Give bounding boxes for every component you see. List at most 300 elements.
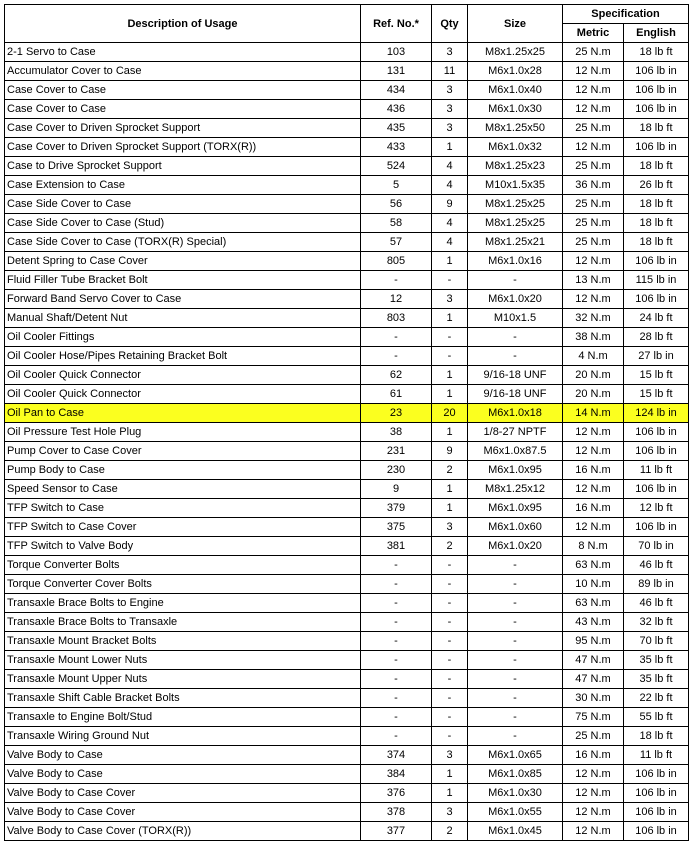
cell-description: Case Cover to Driven Sprocket Support (TORX(R)) [5, 138, 361, 157]
cell-qty: 1 [432, 385, 468, 404]
cell-metric: 12 N.m [563, 252, 624, 271]
cell-ref-no: - [361, 271, 432, 290]
cell-size: M6x1.0x20 [468, 537, 563, 556]
cell-description: 2-1 Servo to Case [5, 43, 361, 62]
cell-qty: 3 [432, 119, 468, 138]
cell-size: - [468, 727, 563, 746]
cell-metric: 12 N.m [563, 290, 624, 309]
cell-qty: 1 [432, 480, 468, 499]
cell-english: 89 lb in [624, 575, 689, 594]
table-row [5, 233, 689, 252]
cell-english: 115 lb in [624, 271, 689, 290]
table-row [5, 499, 689, 518]
cell-ref-no: 436 [361, 100, 432, 119]
cell-description: Fluid Filler Tube Bracket Bolt [5, 271, 361, 290]
cell-english: 18 lb ft [624, 119, 689, 138]
cell-qty: 3 [432, 43, 468, 62]
cell-english: 18 lb ft [624, 214, 689, 233]
cell-description: Valve Body to Case Cover (TORX(R)) [5, 822, 361, 841]
table-row [5, 746, 689, 765]
cell-qty: 4 [432, 157, 468, 176]
cell-qty: 3 [432, 518, 468, 537]
cell-size: 9/16-18 UNF [468, 385, 563, 404]
cell-qty: - [432, 670, 468, 689]
cell-english: 28 lb ft [624, 328, 689, 347]
cell-qty: 4 [432, 233, 468, 252]
cell-qty: 4 [432, 214, 468, 233]
cell-ref-no: 231 [361, 442, 432, 461]
table-row [5, 727, 689, 746]
cell-description: Pump Cover to Case Cover [5, 442, 361, 461]
cell-metric: 36 N.m [563, 176, 624, 195]
cell-ref-no: 12 [361, 290, 432, 309]
cell-english: 46 lb ft [624, 556, 689, 575]
cell-description: Oil Pan to Case [5, 404, 361, 423]
cell-english: 18 lb ft [624, 157, 689, 176]
cell-size: M8x1.25x21 [468, 233, 563, 252]
cell-description: Transaxle Shift Cable Bracket Bolts [5, 689, 361, 708]
cell-metric: 12 N.m [563, 100, 624, 119]
table-row [5, 214, 689, 233]
table-row [5, 81, 689, 100]
cell-ref-no: 524 [361, 157, 432, 176]
cell-qty: - [432, 708, 468, 727]
cell-size: M10x1.5 [468, 309, 563, 328]
cell-description: Valve Body to Case [5, 746, 361, 765]
cell-size: M6x1.0x65 [468, 746, 563, 765]
cell-qty: 1 [432, 138, 468, 157]
cell-size: - [468, 347, 563, 366]
table-row [5, 689, 689, 708]
cell-qty: 3 [432, 746, 468, 765]
cell-description: Accumulator Cover to Case [5, 62, 361, 81]
fastener-spec-table [4, 4, 689, 841]
cell-metric: 12 N.m [563, 138, 624, 157]
cell-size: - [468, 556, 563, 575]
table-row [5, 651, 689, 670]
cell-description: Case Side Cover to Case (TORX(R) Special) [5, 233, 361, 252]
cell-english: 12 lb ft [624, 499, 689, 518]
cell-size: - [468, 670, 563, 689]
cell-english: 18 lb ft [624, 233, 689, 252]
table-row [5, 442, 689, 461]
cell-ref-no: 58 [361, 214, 432, 233]
cell-metric: 25 N.m [563, 119, 624, 138]
cell-metric: 12 N.m [563, 442, 624, 461]
cell-description: Transaxle Mount Lower Nuts [5, 651, 361, 670]
cell-description: Torque Converter Cover Bolts [5, 575, 361, 594]
cell-metric: 10 N.m [563, 575, 624, 594]
cell-ref-no: 56 [361, 195, 432, 214]
cell-size: - [468, 613, 563, 632]
cell-english: 106 lb in [624, 480, 689, 499]
cell-ref-no: 9 [361, 480, 432, 499]
table-row [5, 461, 689, 480]
cell-ref-no: 376 [361, 784, 432, 803]
cell-qty: 1 [432, 252, 468, 271]
cell-ref-no: 384 [361, 765, 432, 784]
cell-ref-no: - [361, 613, 432, 632]
cell-ref-no: 103 [361, 43, 432, 62]
cell-description: TFP Switch to Case [5, 499, 361, 518]
cell-size: - [468, 708, 563, 727]
cell-english: 11 lb ft [624, 746, 689, 765]
cell-metric: 25 N.m [563, 157, 624, 176]
cell-description: Speed Sensor to Case [5, 480, 361, 499]
cell-metric: 8 N.m [563, 537, 624, 556]
cell-description: TFP Switch to Valve Body [5, 537, 361, 556]
cell-ref-no: - [361, 689, 432, 708]
cell-english: 70 lb in [624, 537, 689, 556]
cell-metric: 75 N.m [563, 708, 624, 727]
cell-ref-no: 131 [361, 62, 432, 81]
cell-description: Case Side Cover to Case [5, 195, 361, 214]
cell-metric: 4 N.m [563, 347, 624, 366]
table-row [5, 765, 689, 784]
cell-metric: 63 N.m [563, 556, 624, 575]
cell-size: M6x1.0x18 [468, 404, 563, 423]
cell-size: M6x1.0x30 [468, 100, 563, 119]
cell-description: Transaxle Mount Upper Nuts [5, 670, 361, 689]
cell-english: 106 lb in [624, 100, 689, 119]
cell-ref-no: - [361, 556, 432, 575]
cell-description: Valve Body to Case [5, 765, 361, 784]
cell-english: 15 lb ft [624, 385, 689, 404]
cell-metric: 25 N.m [563, 214, 624, 233]
cell-metric: 12 N.m [563, 423, 624, 442]
fastener-spec-document [4, 4, 689, 841]
cell-size: M8x1.25x12 [468, 480, 563, 499]
cell-english: 35 lb ft [624, 670, 689, 689]
cell-metric: 20 N.m [563, 366, 624, 385]
cell-ref-no: - [361, 670, 432, 689]
cell-qty: - [432, 727, 468, 746]
cell-ref-no: - [361, 575, 432, 594]
cell-english: 15 lb ft [624, 366, 689, 385]
cell-english: 106 lb in [624, 822, 689, 841]
cell-metric: 12 N.m [563, 784, 624, 803]
cell-english: 55 lb ft [624, 708, 689, 727]
cell-size: M6x1.0x95 [468, 499, 563, 518]
cell-metric: 20 N.m [563, 385, 624, 404]
table-row [5, 328, 689, 347]
table-row [5, 43, 689, 62]
cell-metric: 16 N.m [563, 746, 624, 765]
cell-english: 18 lb ft [624, 43, 689, 62]
cell-description: Oil Cooler Quick Connector [5, 385, 361, 404]
cell-metric: 16 N.m [563, 499, 624, 518]
cell-size: 1/8-27 NPTF [468, 423, 563, 442]
cell-size: M8x1.25x25 [468, 43, 563, 62]
table-row [5, 784, 689, 803]
cell-qty: 1 [432, 309, 468, 328]
cell-description: Case Cover to Case [5, 81, 361, 100]
cell-metric: 12 N.m [563, 81, 624, 100]
cell-qty: - [432, 651, 468, 670]
cell-description: Torque Converter Bolts [5, 556, 361, 575]
cell-size: - [468, 271, 563, 290]
cell-ref-no: 433 [361, 138, 432, 157]
column-header-ref-no: Ref. No.* [361, 5, 432, 43]
cell-qty: 1 [432, 366, 468, 385]
cell-description: Oil Pressure Test Hole Plug [5, 423, 361, 442]
cell-english: 106 lb in [624, 423, 689, 442]
cell-qty: 9 [432, 442, 468, 461]
cell-size: - [468, 689, 563, 708]
cell-description: Oil Cooler Quick Connector [5, 366, 361, 385]
cell-size: M6x1.0x45 [468, 822, 563, 841]
cell-size: M6x1.0x28 [468, 62, 563, 81]
cell-description: Oil Cooler Fittings [5, 328, 361, 347]
cell-description: Transaxle Brace Bolts to Engine [5, 594, 361, 613]
table-body [5, 43, 689, 841]
table-row [5, 518, 689, 537]
table-row [5, 556, 689, 575]
cell-ref-no: 381 [361, 537, 432, 556]
column-header-specification: Specification [563, 5, 689, 24]
table-row [5, 309, 689, 328]
cell-ref-no: 379 [361, 499, 432, 518]
cell-size: M6x1.0x60 [468, 518, 563, 537]
cell-english: 11 lb ft [624, 461, 689, 480]
cell-size: - [468, 594, 563, 613]
cell-ref-no: - [361, 727, 432, 746]
cell-english: 22 lb ft [624, 689, 689, 708]
table-row [5, 252, 689, 271]
cell-qty: 1 [432, 423, 468, 442]
cell-size: 9/16-18 UNF [468, 366, 563, 385]
cell-english: 106 lb in [624, 442, 689, 461]
cell-ref-no: 434 [361, 81, 432, 100]
cell-metric: 25 N.m [563, 195, 624, 214]
cell-metric: 12 N.m [563, 518, 624, 537]
cell-description: Valve Body to Case Cover [5, 784, 361, 803]
table-row [5, 62, 689, 81]
table-row [5, 385, 689, 404]
cell-english: 46 lb ft [624, 594, 689, 613]
cell-ref-no: - [361, 708, 432, 727]
cell-qty: - [432, 328, 468, 347]
cell-qty: - [432, 632, 468, 651]
cell-english: 106 lb in [624, 803, 689, 822]
cell-size: M6x1.0x40 [468, 81, 563, 100]
cell-english: 106 lb in [624, 290, 689, 309]
cell-ref-no: 57 [361, 233, 432, 252]
cell-size: M6x1.0x85 [468, 765, 563, 784]
cell-ref-no: - [361, 651, 432, 670]
cell-english: 26 lb ft [624, 176, 689, 195]
table-row [5, 347, 689, 366]
cell-qty: 2 [432, 461, 468, 480]
cell-ref-no: 5 [361, 176, 432, 195]
cell-qty: 1 [432, 499, 468, 518]
cell-description: Transaxle Mount Bracket Bolts [5, 632, 361, 651]
cell-description: Case Cover to Case [5, 100, 361, 119]
column-header-metric: Metric [563, 24, 624, 43]
cell-metric: 12 N.m [563, 480, 624, 499]
cell-english: 32 lb ft [624, 613, 689, 632]
table-row-highlighted [5, 404, 689, 423]
cell-size: - [468, 632, 563, 651]
cell-metric: 32 N.m [563, 309, 624, 328]
cell-size: M8x1.25x50 [468, 119, 563, 138]
cell-english: 27 lb in [624, 347, 689, 366]
cell-ref-no: 375 [361, 518, 432, 537]
cell-qty: 2 [432, 822, 468, 841]
table-row [5, 632, 689, 651]
cell-size: M6x1.0x87.5 [468, 442, 563, 461]
cell-english: 106 lb in [624, 81, 689, 100]
cell-size: M6x1.0x20 [468, 290, 563, 309]
cell-english: 124 lb in [624, 404, 689, 423]
cell-metric: 95 N.m [563, 632, 624, 651]
table-row [5, 708, 689, 727]
cell-ref-no: 62 [361, 366, 432, 385]
cell-metric: 13 N.m [563, 271, 624, 290]
cell-size: - [468, 575, 563, 594]
cell-metric: 12 N.m [563, 803, 624, 822]
cell-metric: 47 N.m [563, 651, 624, 670]
column-header-size: Size [468, 5, 563, 43]
cell-ref-no: 435 [361, 119, 432, 138]
cell-english: 106 lb in [624, 62, 689, 81]
table-row [5, 803, 689, 822]
cell-metric: 43 N.m [563, 613, 624, 632]
cell-qty: 3 [432, 100, 468, 119]
cell-qty: 3 [432, 81, 468, 100]
cell-metric: 16 N.m [563, 461, 624, 480]
cell-size: M8x1.25x25 [468, 214, 563, 233]
cell-english: 18 lb ft [624, 195, 689, 214]
cell-ref-no: 803 [361, 309, 432, 328]
cell-description: Manual Shaft/Detent Nut [5, 309, 361, 328]
cell-description: Oil Cooler Hose/Pipes Retaining Bracket Bolt [5, 347, 361, 366]
cell-description: Transaxle Wiring Ground Nut [5, 727, 361, 746]
cell-qty: - [432, 575, 468, 594]
cell-metric: 12 N.m [563, 765, 624, 784]
cell-english: 106 lb in [624, 518, 689, 537]
table-row [5, 822, 689, 841]
cell-ref-no: 374 [361, 746, 432, 765]
table-row [5, 423, 689, 442]
table-row [5, 100, 689, 119]
cell-metric: 38 N.m [563, 328, 624, 347]
cell-qty: 3 [432, 290, 468, 309]
cell-qty: - [432, 613, 468, 632]
cell-size: M8x1.25x25 [468, 195, 563, 214]
table-row [5, 575, 689, 594]
cell-metric: 25 N.m [563, 727, 624, 746]
cell-qty: 2 [432, 537, 468, 556]
cell-english: 106 lb in [624, 138, 689, 157]
cell-size: M8x1.25x23 [468, 157, 563, 176]
cell-ref-no: 377 [361, 822, 432, 841]
column-header-description: Description of Usage [5, 5, 361, 43]
table-row [5, 271, 689, 290]
cell-ref-no: - [361, 594, 432, 613]
cell-ref-no: 23 [361, 404, 432, 423]
cell-description: Valve Body to Case Cover [5, 803, 361, 822]
cell-ref-no: 378 [361, 803, 432, 822]
table-row [5, 290, 689, 309]
cell-metric: 14 N.m [563, 404, 624, 423]
table-row [5, 157, 689, 176]
cell-description: Case to Drive Sprocket Support [5, 157, 361, 176]
table-row [5, 613, 689, 632]
column-header-english: English [624, 24, 689, 43]
cell-english: 70 lb ft [624, 632, 689, 651]
cell-size: M6x1.0x32 [468, 138, 563, 157]
cell-qty: - [432, 271, 468, 290]
cell-qty: 1 [432, 784, 468, 803]
cell-metric: 47 N.m [563, 670, 624, 689]
cell-metric: 12 N.m [563, 62, 624, 81]
cell-english: 35 lb ft [624, 651, 689, 670]
cell-ref-no: - [361, 347, 432, 366]
cell-size: M6x1.0x16 [468, 252, 563, 271]
table-row [5, 594, 689, 613]
cell-ref-no: - [361, 328, 432, 347]
cell-qty: 1 [432, 765, 468, 784]
cell-qty: 4 [432, 176, 468, 195]
cell-description: Case Cover to Driven Sprocket Support [5, 119, 361, 138]
cell-ref-no: - [361, 632, 432, 651]
cell-description: Transaxle to Engine Bolt/Stud [5, 708, 361, 727]
cell-metric: 25 N.m [563, 233, 624, 252]
cell-qty: - [432, 689, 468, 708]
cell-size: - [468, 651, 563, 670]
cell-description: Pump Body to Case [5, 461, 361, 480]
cell-ref-no: 230 [361, 461, 432, 480]
cell-qty: 20 [432, 404, 468, 423]
cell-qty: 9 [432, 195, 468, 214]
cell-ref-no: 38 [361, 423, 432, 442]
cell-qty: 3 [432, 803, 468, 822]
table-row [5, 480, 689, 499]
table-row [5, 537, 689, 556]
cell-qty: - [432, 594, 468, 613]
table-row [5, 138, 689, 157]
cell-english: 106 lb in [624, 784, 689, 803]
cell-metric: 25 N.m [563, 43, 624, 62]
cell-english: 106 lb in [624, 252, 689, 271]
table-row [5, 366, 689, 385]
cell-metric: 30 N.m [563, 689, 624, 708]
table-row [5, 195, 689, 214]
cell-qty: - [432, 556, 468, 575]
header-row-top [5, 5, 689, 24]
cell-description: TFP Switch to Case Cover [5, 518, 361, 537]
cell-ref-no: 61 [361, 385, 432, 404]
cell-description: Case Extension to Case [5, 176, 361, 195]
cell-description: Detent Spring to Case Cover [5, 252, 361, 271]
table-row [5, 176, 689, 195]
table-row [5, 119, 689, 138]
cell-size: - [468, 328, 563, 347]
cell-english: 106 lb in [624, 765, 689, 784]
cell-size: M6x1.0x30 [468, 784, 563, 803]
cell-metric: 63 N.m [563, 594, 624, 613]
cell-description: Case Side Cover to Case (Stud) [5, 214, 361, 233]
cell-metric: 12 N.m [563, 822, 624, 841]
cell-qty: 11 [432, 62, 468, 81]
cell-english: 24 lb ft [624, 309, 689, 328]
cell-qty: - [432, 347, 468, 366]
column-header-qty: Qty [432, 5, 468, 43]
cell-english: 18 lb ft [624, 727, 689, 746]
cell-description: Transaxle Brace Bolts to Transaxle [5, 613, 361, 632]
cell-ref-no: 805 [361, 252, 432, 271]
